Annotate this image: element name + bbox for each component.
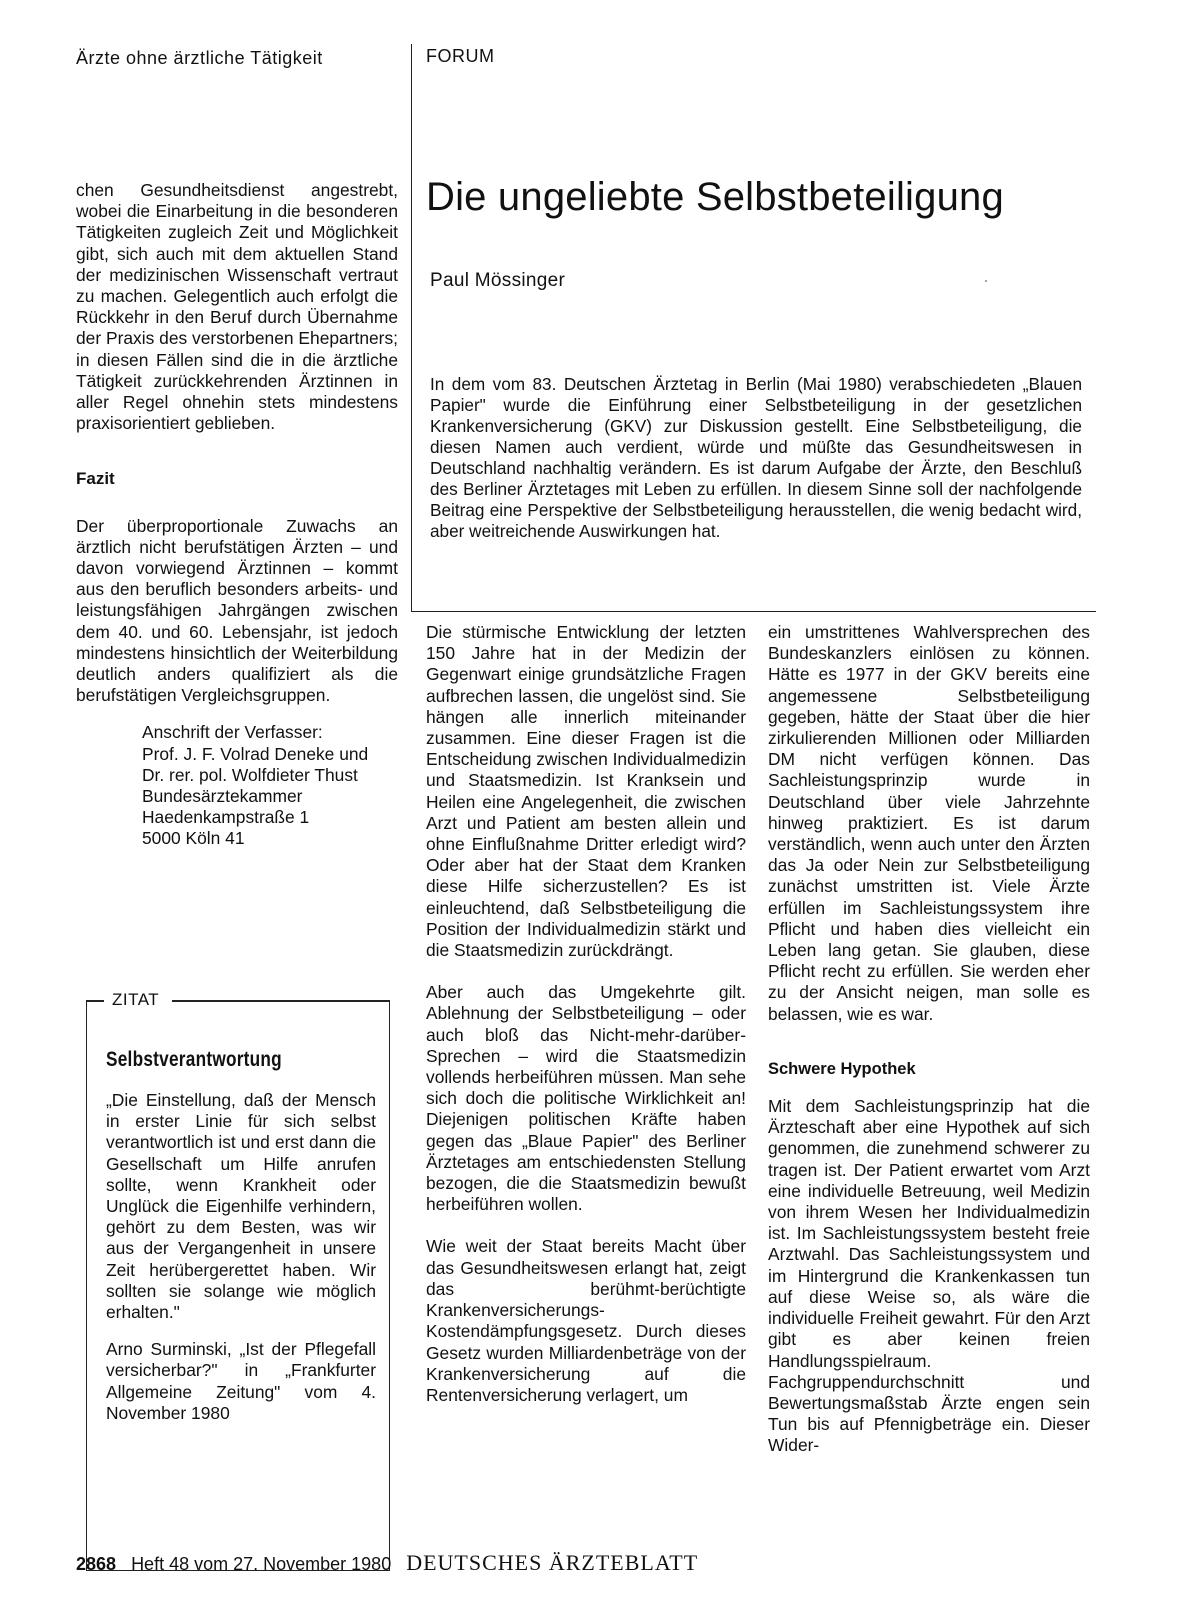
article-column-2 (768, 622, 1090, 1457)
zitat-source: Arno Surminski, „Ist der Pflegefall versicherbar?" in „Frankfurter Allgemeine Zeitung" vom 4. November 1980 (106, 1339, 376, 1423)
page-number: 2868 (76, 1554, 117, 1574)
address-line: Anschrift der Verfasser: (142, 722, 323, 743)
author-address (142, 722, 398, 849)
address-line: Dr. rer. pol. Wolfdieter Thust (142, 764, 358, 785)
journal-name: DEUTSCHES ÄRZTEBLATT (406, 1550, 699, 1575)
zitat-label: ZITAT (112, 990, 160, 1009)
article-title: Die ungeliebte Selbstbeteiligung (426, 175, 1004, 219)
horizontal-rule (411, 611, 1096, 612)
address-line: Haedenkampstraße 1 (142, 807, 310, 828)
article-intro (430, 374, 1082, 542)
speck (985, 280, 987, 282)
zitat-box-topline (172, 1000, 389, 1002)
address-line: 5000 Köln 41 (142, 828, 245, 849)
page-footer (76, 1550, 698, 1576)
body-paragraph: Mit dem Sachleistungsprinzip hat die Ärzteschaft aber eine Hypothek auf sich genommen, die zunehmend schwerer zu tragen ist. Der Patient erwartet vom Arzt eine individuelle Betreuung, weil Medizin von ihrem Wesen her Individualmedizin ist. Im Sachleistungssystem besteht freie Arztwahl. Das Sachleistungssystem und im Hintergrund die Krankenkassen tun auf diese Weise so, als wäre die individuelle Freiheit gewahrt. Für den Arzt gibt es aber keinen freien Handlungsspielraum. Fachgruppendurchschnitt und Bewertungsmaßstab Ärzte engen sein Tun bis auf Pfennigbeträge ein. Dieser Wider- (768, 1096, 1090, 1456)
intro-text: In dem vom 83. Deutschen Ärztetag in Berlin (Mai 1980) verabschiedeten „Blauen Papier" wurde die Einführung einer Selbstbeteiligung in der gesetzlichen Krankenversicherung (GKV) zur Diskussion gestellt. Eine Selbstbeteiligung, die diesen Namen auch verdient, würde und müßte das Gesundheitswesen in Deutschland nachhaltig verändern. Es ist darum Aufgabe der Ärzte, den Beschluß des Berliner Ärztetages mit Leben zu erfüllen. In diesem Sinne soll der nachfolgende Beitrag eine Perspektive der Selbstbeteiligung herausstellen, die wenig bedacht wird, aber weitreichende Auswirkungen hat. (430, 374, 1082, 541)
zitat-quote: „Die Einstellung, daß der Mensch in erster Linie für sich selbst verantwortlich ist und erst dann die Gesellschaft um Hilfe anrufen sollte, wenn Krankheit oder Unglück die Eigenhilfe verhindern, gehört zu dem Besten, was wir aus der Vergangenheit in unsere Zeit herübergerettet haben. Wir sollten sie solange wie möglich erhalten." (106, 1090, 376, 1323)
section-subheading: Schwere Hypothek (768, 1059, 916, 1078)
issue-info: Heft 48 vom 27. November 1980 (131, 1554, 392, 1574)
running-header-section: FORUM (426, 46, 495, 66)
left-column (76, 180, 398, 850)
body-paragraph: Aber auch das Umgekehrte gilt. Ablehnung der Selbstbeteiligung – oder auch bloß das Nicht-mehr-darüber-Sprechen – wird die Staatsmedizin vollends herbeiführen müssen. Man sehe sich doch die politische Wirklichkeit an! Diejenigen politischen Kräfte haben gegen das „Blaue Papier" des Berliner Ärztetages am entschiedensten Stellung bezogen, die die Staatsmedizin bewußt herbeiführen wollen. (426, 982, 746, 1215)
fazit-heading: Fazit (76, 469, 115, 489)
zitat-body (106, 1090, 376, 1424)
zitat-box-topline (86, 1000, 104, 1002)
fazit-text: Der überproportionale Zuwachs an ärztlich nicht berufstätigen Ärzten – und davon vorwiegend Ärztinnen – kommt aus den beruflich besonders arbeits- und leistungsfähigen Jahrgängen zwischen dem 40. und 60. Lebensjahr, ist jedoch mindestens hinsichtlich der Weiterbildung deutlich anders qualifiziert als die berufstätigen Vergleichsgruppen. (76, 515, 398, 706)
address-line: Bundesärztekammer (142, 786, 303, 807)
zitat-title: Selbstverantwortung (106, 1048, 282, 1071)
article-author: Paul Mössinger (430, 270, 566, 291)
left-paragraph: chen Gesundheitsdienst angestrebt, wobei die Einarbeitung in die besonderen Tätigkeiten zugleich Zeit und Möglichkeit gibt, sich auch mit dem aktuellen Stand der medizinischen Wissenschaft vertraut zu machen. Gelegentlich auch erfolgt die Rückkehr in den Beruf durch Übernahme der Praxis des verstorbenen Ehepartners; in diesen Fällen sind die in die ärztliche Tätigkeit zurückkehrenden Ärztinnen in aller Regel ohnehin stets mindestens praxisorientiert geblieben. (76, 180, 398, 434)
body-paragraph: ein umstrittenes Wahlversprechen des Bundeskanzlers einlösen zu können. Hätte es 1977 in der GKV bereits eine angemessene Selbstbeteiligung gegeben, hätte der Staat über die hier zirkulierenden Millionen oder Milliarden DM nicht verfügen können. Das Sachleistungsprinzip wurde in Deutschland über viele Jahrzehnte hinweg praktiziert. Es ist darum verständlich, wenn auch unter den Ärzten das Ja oder Nein zur Selbstbeteiligung zunächst umstritten ist. Viele Ärzte erfüllen im Sachleistungssystem ihre Pflicht und haben dies vielleicht ein Leben lang getan. Sie glauben, diese Pflicht recht zu erfüllen. Sie werden eher zu der Ansicht neigen, man solle es belassen, wie es war. (768, 622, 1090, 1024)
address-line: Prof. J. F. Volrad Deneke und (142, 743, 369, 764)
body-paragraph: Die stürmische Entwicklung der letzten 150 Jahre hat in der Medizin der Gegenwart einige grundsätzliche Fragen aufbrechen lassen, die ungelöst sind. Sie hängen alle innerlich miteinander zusammen. Eine dieser Fragen ist die Entscheidung zwischen Individualmedizin und Staatsmedizin. Ist Kranksein und Heilen eine Angelegenheit, die zwischen Arzt und Patient am besten allein und ohne Einflußnahme Dritter erledigt wird? Oder aber hat der Staat dem Kranken diese Hilfe sicherzustellen? Es ist einleuchtend, daß Selbstbeteiligung die Position der Individualmedizin stärkt und die Staatsmedizin zurückdrängt. (426, 622, 746, 961)
body-paragraph: Wie weit der Staat bereits Macht über das Gesundheitswesen erlangt hat, zeigt das berühmt-berüchtigte Krankenversicherungs-Kostendämpfungsgesetz. Durch dieses Gesetz wurden Milliardenbeträge von der Krankenversicherung auf die Rentenversicherung verlagert, um (426, 1236, 746, 1405)
vertical-rule (411, 44, 412, 612)
running-header-left: Ärzte ohne ärztliche Tätigkeit (76, 48, 323, 68)
article-column-1 (426, 622, 746, 1406)
